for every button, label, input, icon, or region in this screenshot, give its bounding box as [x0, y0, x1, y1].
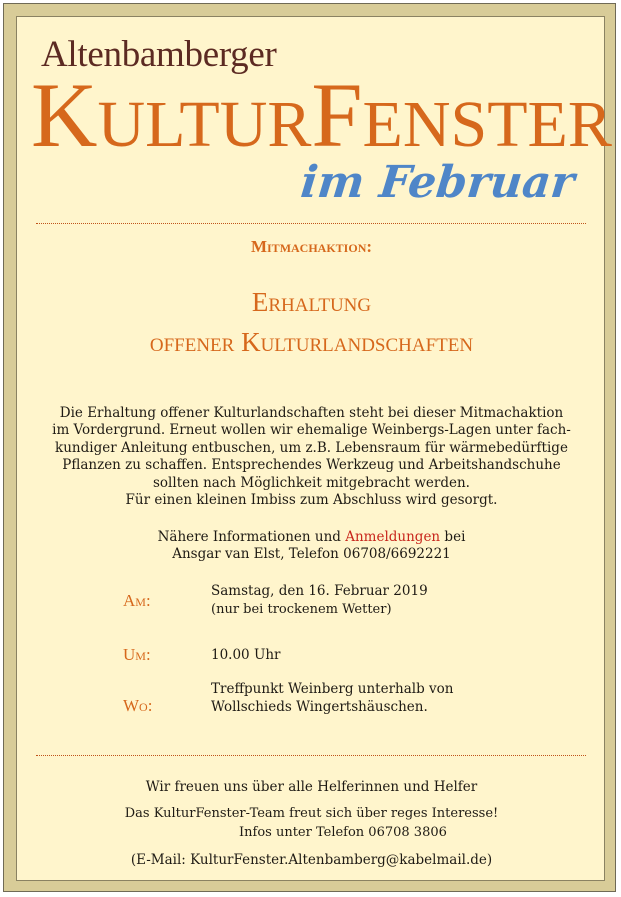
- brand-title-line1: Altenbamberger: [41, 34, 277, 75]
- label-wo: Wo:: [123, 696, 153, 715]
- time-value: 10.00 Uhr: [211, 647, 281, 663]
- description-line: sollten nach Möglichkeit mitgebracht werden.: [153, 474, 470, 491]
- location-line: Wollschieds Wingertshäuschen.: [211, 698, 428, 715]
- location-value: [211, 681, 453, 716]
- registration-contact: Ansgar van Elst, Telefon 06708/6692221: [172, 546, 451, 563]
- brand-month: im Februar: [298, 157, 577, 208]
- brand-rest-ultur: ULTUR: [97, 88, 312, 161]
- email-line: (E-Mail: KulturFenster.Altenbamberg@kabelmail.de): [130, 852, 493, 868]
- registration-line1: Nähere Informationen und Anmeldungen bei: [157, 529, 466, 545]
- event-description: [17, 405, 606, 509]
- brand-initial-f: F: [311, 64, 363, 166]
- brand-rest-enster: ENSTER: [362, 88, 612, 161]
- description-line: kundiger Anleitung entbuschen, um z.B. Lebensraum für wärmebedürftige: [55, 439, 568, 456]
- event-kind: Mitmachaktion:: [250, 237, 373, 256]
- team-line: Das KulturFenster-Team freut sich über reges Interesse!: [124, 806, 499, 821]
- label-am: Am:: [123, 591, 151, 610]
- thanks-line: Wir freuen uns über alle Helferinnen und Helfer: [145, 779, 478, 795]
- registration-highlight: Anmeldungen: [345, 529, 441, 545]
- divider-top: [36, 223, 586, 224]
- date-value: [211, 583, 428, 618]
- description-line: Die Erhaltung offener Kulturlandschaften steht bei dieser Mitmachaktion: [59, 405, 564, 421]
- poster-page: [16, 16, 612, 881]
- date-line: Samstag, den 16. Februar 2019: [211, 583, 428, 599]
- poster-frame: [3, 3, 616, 892]
- phone-line: Infos unter Telefon 06708 3806: [239, 825, 447, 840]
- event-title-line2: offener Kulturlandschaften: [149, 327, 474, 357]
- event-title-line1: Erhaltung: [251, 287, 372, 317]
- brand-initial-k: K: [31, 64, 98, 166]
- brand-title-line2: [31, 64, 612, 166]
- date-note: (nur bei trockenem Wetter): [211, 601, 392, 617]
- description-line: Pflanzen zu schaffen. Entsprechendes Werkzeug und Arbeitshandschuhe: [62, 457, 561, 474]
- description-line: Für einen kleinen Imbiss zum Abschluss wird gesorgt.: [125, 492, 498, 509]
- registration-info: [17, 529, 606, 564]
- description-line: im Vordergrund. Erneut wollen wir ehemalige Weinbergs-Lagen unter fach-: [52, 422, 571, 439]
- label-um: Um:: [123, 645, 151, 664]
- location-line: Treffpunkt Weinberg unterhalb von: [211, 681, 454, 697]
- divider-bottom: [36, 755, 586, 756]
